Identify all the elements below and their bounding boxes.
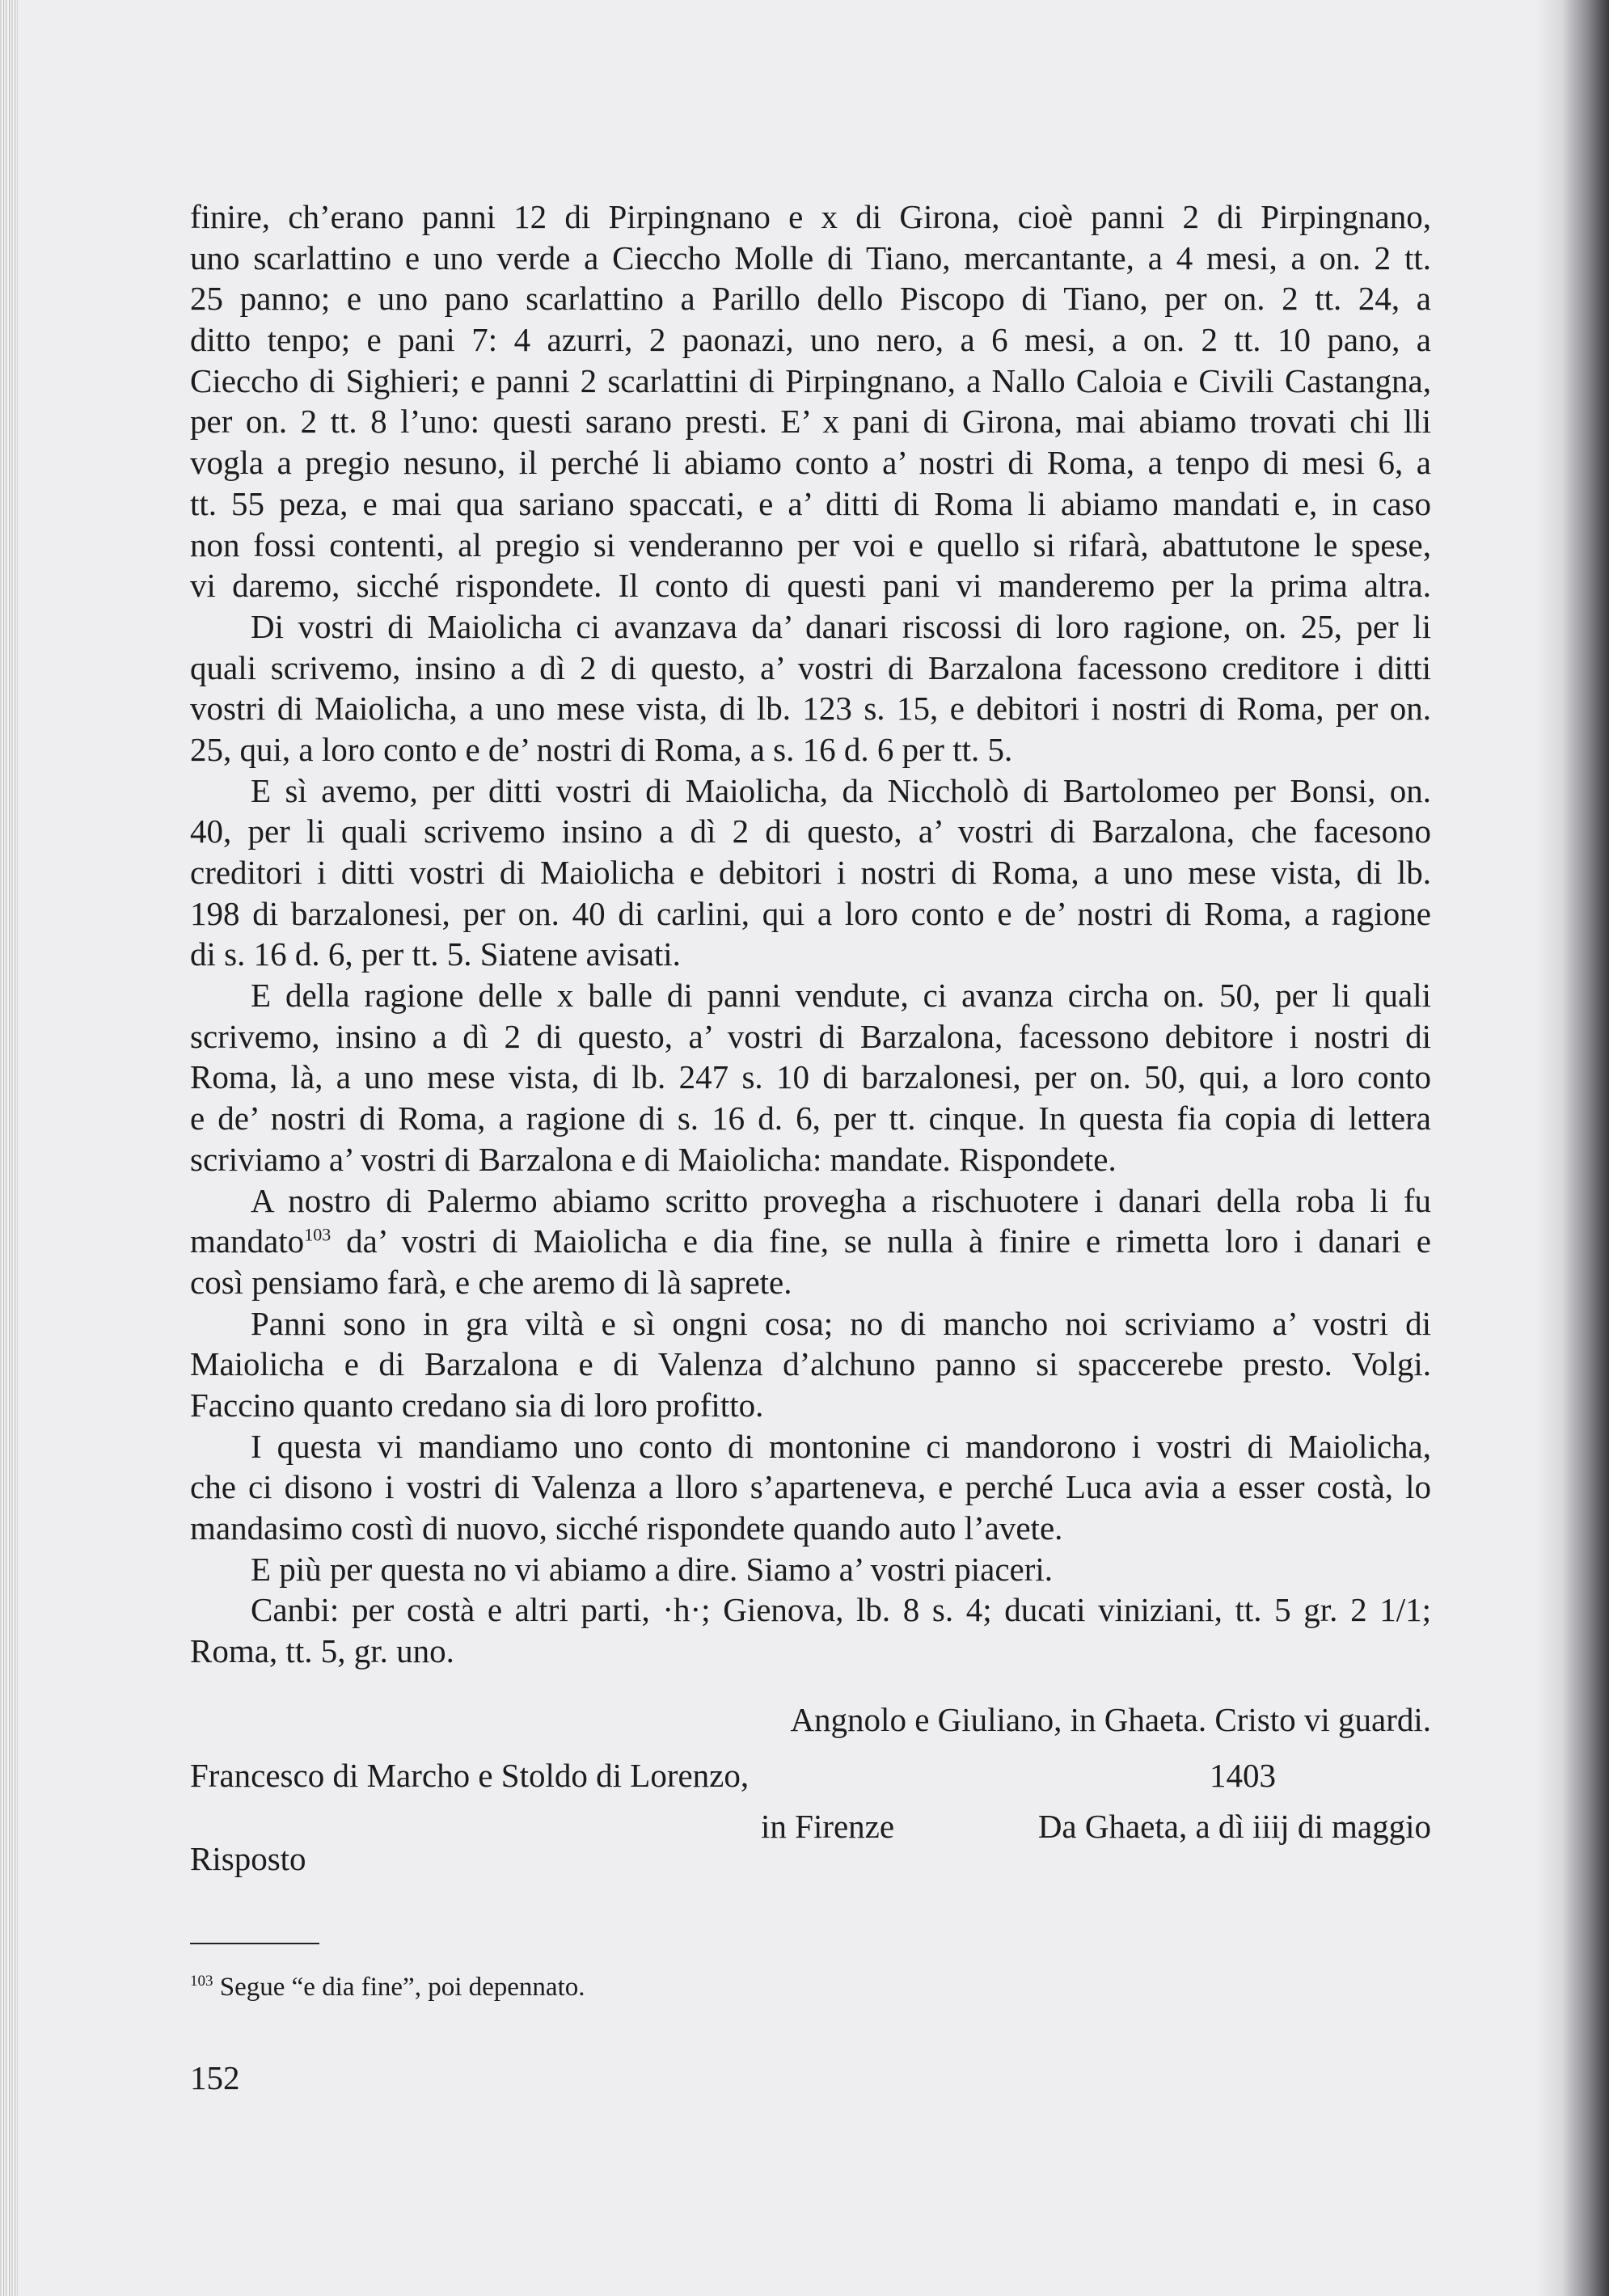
- text-line: [190, 1057, 1431, 1098]
- text-line-content: mandasimo costì di nuovo, sicché rispondete quando auto l’avete.: [190, 1509, 1063, 1547]
- text-line: [190, 975, 1431, 1016]
- text-line: [190, 1221, 1431, 1262]
- text-line-content: uno scarlattino e uno verde a Ciecchо Molle di Tiano, mercantante, a 4 mesi, a on. 2 tt.: [190, 238, 1431, 276]
- page-number: 152: [190, 2059, 240, 2096]
- text-line-content: E della ragione delle x balle di panni vendute, ci avanza circha on. 50, per li quali: [251, 977, 1431, 1015]
- text-line: [190, 1385, 1431, 1426]
- footnote-text: Segue “e dia fine”, poi depennato.: [219, 1973, 585, 2002]
- text-line: [190, 196, 1431, 238]
- text-line-content: E sì avemo, per ditti vostri di Maiolicha, da Nicchоlò di Bartolomeo per Bonsi, on.: [251, 771, 1431, 809]
- text-line: [190, 1139, 1431, 1180]
- text-line-content: ditto tenpo; e pani 7: 4 azurri, 2 paonazi, uno nero, a 6 mesi, a on. 2 tt. 10 pano, a: [190, 321, 1431, 359]
- text-line-content: 198 di barzalonesi, per on. 40 di carlini, qui a loro conto e de’ nostri di Roma, a ragione: [190, 894, 1431, 932]
- text-line: [190, 401, 1431, 442]
- text-line: [190, 606, 1431, 648]
- year: 1403: [1210, 1757, 1276, 1794]
- text-line: [190, 319, 1431, 361]
- text-line-content: Maiolicha e di Barzalona e di Valenza d’alchuno panno si spaccerebe presto. Volgi.: [190, 1345, 1431, 1383]
- text-line-content: da’ vostri di Maiolicha e dia fine, se nulla à finire e rimetta loro i danari e: [331, 1222, 1431, 1260]
- text-line: [190, 1098, 1431, 1139]
- recipient-line: Francesco di Marcho e Stoldo di Lorenzo,: [190, 1757, 750, 1794]
- text-line: [190, 852, 1431, 893]
- footnote-reference[interactable]: 103: [304, 1224, 332, 1245]
- text-line: [190, 1426, 1431, 1467]
- text-line: [190, 1589, 1431, 1631]
- text-line-content: per on. 2 tt. 8 l’uno: questi sarano presti. E’ x pani di Girona, mai abiamo trovati chi lli: [190, 403, 1431, 441]
- text-line-content: scriviamo a’ vostri di Barzalona e di Maiolicha: mandate. Rispondete.: [190, 1140, 1117, 1178]
- facing-page-curl: [1536, 0, 1609, 2296]
- text-line-content: I questa vi mandiamo uno conto di montonine ci mandorono i vostri di Maiolicha,: [251, 1427, 1431, 1465]
- text-line: [190, 729, 1431, 770]
- letter-body: [190, 196, 1431, 1672]
- text-line: [190, 483, 1431, 525]
- text-line-content: non fossi contenti, al pregio si venderanno per voi e quello si rifarà, abattutone le spese,: [190, 525, 1431, 563]
- text-line: [190, 278, 1431, 319]
- text-line-content: quali scrivemo, insino a dì 2 di questo, a’ vostri di Barzalona facessono creditore i ditti: [190, 648, 1431, 686]
- footnote-rule: [190, 1943, 319, 1944]
- text-line-content: Roma, tt. 5, gr. uno.: [190, 1632, 454, 1670]
- text-line-content: vi daremo, sicché rispondete. Il conto di questi pani vi manderemo per la prima altra.: [190, 567, 1431, 605]
- text-line-content: Di vostri di Maiolicha ci avanzava da’ danari riscossi di loro ragione, on. 25, per li: [251, 607, 1431, 645]
- text-line: [190, 238, 1431, 279]
- text-line: [190, 811, 1431, 852]
- text-line: [190, 688, 1431, 729]
- text-line-content: mandato: [190, 1222, 305, 1260]
- text-line: [190, 361, 1431, 402]
- text-line: [190, 1016, 1431, 1057]
- text-line-content: vostri di Maiolicha, a uno mese vista, di lb. 123 s. 15, e debitori i nostri di Roma, per on.: [190, 690, 1431, 728]
- page-stack-edge: [0, 0, 18, 2296]
- text-line-content: 40, per li quali scrivemo insino a dì 2 di questo, a’ vostri di Barzalona, che facesono: [190, 812, 1431, 850]
- text-line: [190, 1262, 1431, 1303]
- text-line: [190, 1508, 1431, 1549]
- text-line-content: creditori i ditti vostri di Maiolicha e debitori i nostri di Roma, a uno mese vista, di lb.: [190, 854, 1431, 891]
- text-line-content: finire, ch’erano panni 12 di Pirpingnano e x di Girona, cioè panni 2 di Pirpingnano,: [190, 198, 1431, 235]
- answered-note: Risposto: [190, 1840, 306, 1877]
- dateline: Da Ghaeta, a dì iiij di maggio: [1037, 1808, 1431, 1845]
- text-line: [190, 565, 1431, 606]
- text-line-content: 25 panno; e uno pano scarlattino a Parillo dello Piscopo di Tiano, per on. 2 tt. 24, a: [190, 280, 1431, 318]
- text-line-content: di s. 16 d. 6, per tt. 5. Siatene avisati.: [190, 935, 681, 973]
- text-line: [190, 1467, 1431, 1508]
- text-line-content: Roma, là, a uno mese vista, di lb. 247 s. 10 di barzalonesi, per on. 50, qui, a loro conto: [190, 1058, 1431, 1096]
- text-line: [190, 1549, 1431, 1590]
- recipient-place: in Firenze: [761, 1808, 895, 1845]
- text-line-content: e de’ nostri di Roma, a ragione di s. 16 d. 6, per tt. cinque. In questa fia copia di lettera: [190, 1099, 1431, 1137]
- text-line-content: così pensiamo farà, e che aremo di là saprete.: [190, 1263, 792, 1301]
- text-line-content: Faccino quanto credano sia di loro profitto.: [190, 1386, 764, 1424]
- text-line: [190, 525, 1431, 566]
- text-line-content: tt. 55 peza, e mai qua sariano spaccati, e a’ ditti di Roma li abiamo mandati e, in caso: [190, 484, 1431, 522]
- text-line: [190, 1631, 1431, 1672]
- text-line: [190, 934, 1431, 975]
- text-line-content: Ciecchо di Sighieri; e panni 2 scarlattini di Pirpingnano, a Nallo Caloia e Civili Castangna,: [190, 361, 1431, 399]
- signature-line: Angnolo e Giuliano, in Ghaeta. Cristo vi guardi.: [790, 1701, 1431, 1738]
- footnote: [190, 1973, 585, 2003]
- text-line-content: A nostro di Palermo abiamo scritto provegha a rischuotere i danari della roba li fu: [251, 1181, 1431, 1219]
- text-line-content: vogla a pregio nesuno, il perché li abiamo conto a’ nostri di Roma, a tenpo di mesi 6, a: [190, 444, 1431, 482]
- footnote-number: 103: [190, 1973, 213, 1990]
- text-line-content: che ci disono i vostri di Valenza a lloro s’aparteneva, e perché Luca avia a esser costà, lo: [190, 1468, 1431, 1506]
- text-line: [190, 893, 1431, 935]
- text-line-content: Canbi: per costà e altri parti, ·h·; Gienova, lb. 8 s. 4; ducati viniziani, tt. 5 gr. 2 1/1;: [251, 1591, 1431, 1629]
- text-line: [190, 1180, 1431, 1222]
- text-line: [190, 442, 1431, 483]
- text-line: [190, 770, 1431, 812]
- text-line: [190, 1344, 1431, 1385]
- text-line: [190, 648, 1431, 689]
- text-line-content: scrivemo, insino a dì 2 di questo, a’ vostri di Barzalona, facessono debitore i nostri di: [190, 1017, 1431, 1055]
- text-line: [190, 1303, 1431, 1344]
- text-line-content: E più per questa no vi abiamo a dire. Siamo a’ vostri piaceri.: [251, 1550, 1054, 1588]
- text-line-content: Panni sono in gra viltà e sì ongni cosa; no di mancho noi scriviamo a’ vostri di: [251, 1304, 1431, 1342]
- text-line-content: 25, qui, a loro conto e de’ nostri di Roma, a s. 16 d. 6 per tt. 5.: [190, 730, 1013, 768]
